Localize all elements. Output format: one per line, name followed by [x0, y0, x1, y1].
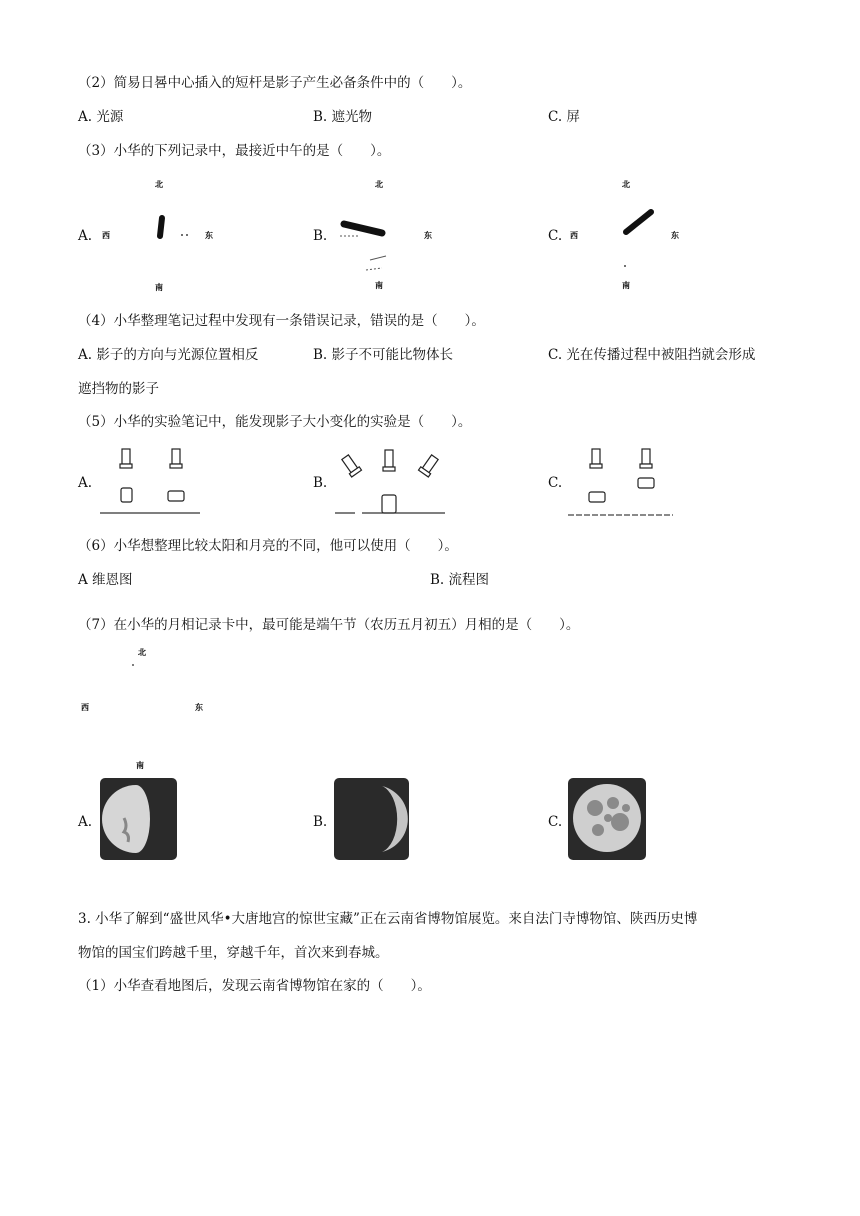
q2-5-label-a: A. [78, 475, 93, 491]
q2-5-stem: （5）小华的实验笔记中，能发现影子大小变化的实验是（ ）。 [78, 414, 472, 430]
compass-diagram [78, 640, 228, 775]
sundial-record-b [330, 172, 460, 292]
q2-5-label-b: B. [313, 475, 328, 491]
south-label: 南 [136, 761, 144, 770]
q2-2-stem: （2）简易日晷中心插入的短杆是影子产生必备条件中的（ ）。 [78, 75, 472, 91]
q3-stem-line2: 物馆的国宝们跨越千里，穿越千年，首次来到春城。 [78, 945, 389, 961]
q2-7-label-c: C. [548, 814, 563, 830]
q2-2-option-a: A. 光源 [78, 109, 124, 125]
moon-phase-b [334, 778, 409, 860]
q2-4-option-a: A. 影子的方向与光源位置相反 [78, 347, 259, 363]
east-label: 东 [195, 703, 203, 712]
experiment-b [330, 445, 450, 520]
q2-3-label-b: B. [313, 228, 328, 244]
sundial-record-a [95, 172, 225, 292]
q2-4-stem: （4）小华整理笔记过程中发现有一条错误记录，错误的是（ ）。 [78, 313, 485, 329]
q2-2-option-c: C. 屏 [548, 109, 580, 125]
west-label: 西 [570, 231, 578, 240]
q2-3-label-c: C. [548, 228, 563, 244]
q2-3-label-a: A. [78, 228, 93, 244]
q2-4-option-c-cont: 遮挡物的影子 [78, 381, 159, 397]
q2-6-stem: （6）小华想整理比较太阳和月亮的不同，他可以使用（ ）。 [78, 538, 458, 554]
q2-3-stem: （3）小华的下列记录中，最接近中午的是（ ）。 [78, 143, 391, 159]
south-label: 南 [622, 281, 630, 290]
q2-7-label-b: B. [313, 814, 328, 830]
q2-4-option-c: C. 光在传播过程中被阻挡就会形成 [548, 347, 756, 363]
moon-phase-c [568, 778, 646, 860]
q2-5-label-c: C. [548, 475, 563, 491]
experiment-c [565, 445, 680, 520]
north-label: 北 [622, 180, 630, 189]
south-label: 南 [375, 281, 383, 290]
q2-6-option-b: B. 流程图 [430, 572, 490, 588]
q2-7-stem: （7）在小华的月相记录卡中，最可能是端午节（农历五月初五）月相的是（ ）。 [78, 617, 580, 633]
experiment-a [95, 445, 205, 520]
sundial-record-c [565, 172, 695, 292]
q3-sub1-stem: （1）小华查看地图后，发现云南省博物馆在家的（ ）。 [78, 978, 431, 994]
q2-7-label-a: A. [78, 814, 93, 830]
north-label: 北 [138, 648, 146, 657]
q2-4-option-b: B. 影子不可能比物体长 [313, 347, 454, 363]
moon-phase-a [100, 778, 177, 860]
east-label: 东 [671, 231, 679, 240]
west-label: 西 [81, 703, 89, 712]
north-label: 北 [375, 180, 383, 189]
q2-6-option-a: A 维恩图 [78, 572, 133, 588]
east-label: 东 [424, 231, 432, 240]
south-label: 南 [155, 283, 163, 292]
q3-stem-line1: 3. 小华了解到“盛世风华•大唐地宫的惊世宝藏”正在云南省博物馆展览。来自法门寺博物馆、陕西历史博 [78, 911, 698, 927]
east-label: 东 [205, 231, 213, 240]
west-label: 西 [102, 231, 110, 240]
north-label: 北 [155, 180, 163, 189]
q2-2-option-b: B. 遮光物 [313, 109, 373, 125]
